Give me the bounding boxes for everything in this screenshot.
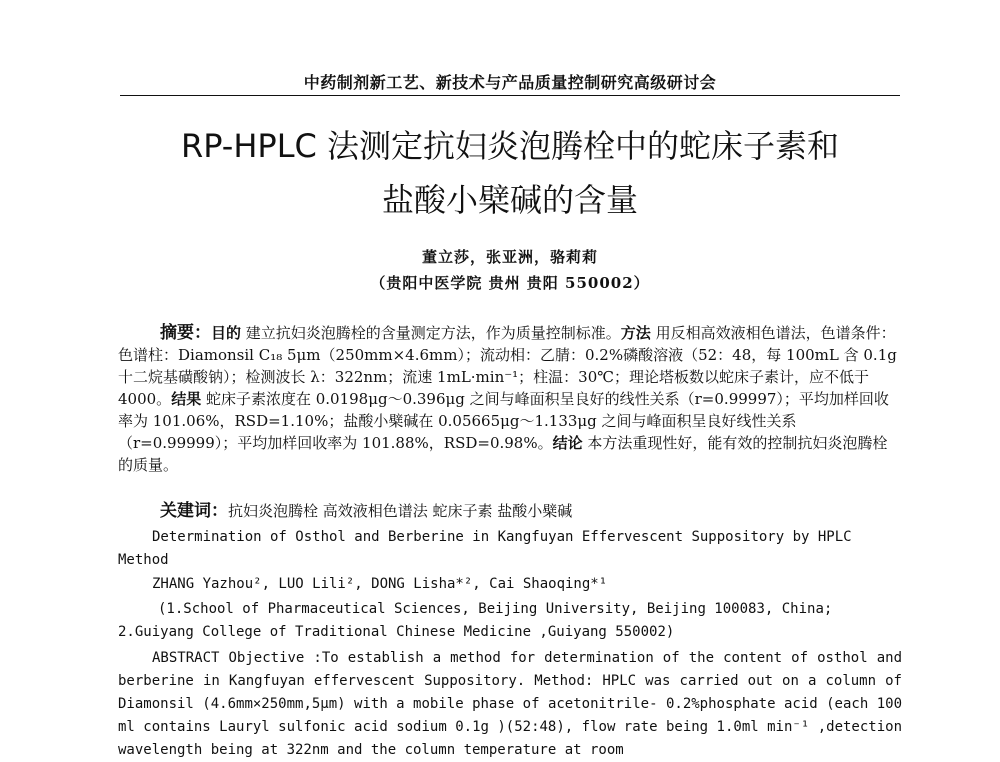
english-title: Determination of Osthol and Berberine in Kangfuyan Effervescent Suppository by HPLC Method	[118, 529, 852, 568]
conclusion-label: 结论	[552, 434, 583, 452]
chinese-keywords	[118, 500, 902, 522]
author-list: 董立莎，张亚洲，骆莉莉	[421, 248, 598, 266]
keywords-text: 抗妇炎泡腾栓 高效液相色谱法 蛇床子素 盐酸小檗碱	[228, 502, 573, 520]
english-affiliation: (1.School of Pharmaceutical Sciences, Beijing University, Beijing 100083, China; 2.Guiyang College of Traditional Chinese Medicine ,Guiyang 550002)	[118, 601, 833, 640]
objective-text: 建立抗妇炎泡腾栓的含量测定方法，作为质量控制标准。	[241, 324, 621, 342]
result-text: 蛇床子素浓度在 0.0198μg～0.396μg 之间与峰面积呈良好的线性关系（r=0.99997）；平均加样回收率为 101.06%，RSD=1.10%；盐酸小檗碱在 0.05665μg～1.133μg 之间与峰面积呈良好线性关系（r=0.99999）；平均加样回收率为 101.88%，RSD=0.98%。	[118, 390, 889, 452]
result-label: 结果	[171, 390, 202, 408]
method-label: 方法	[620, 324, 651, 342]
method-text: 用反相高效液相色谱法，色谱条件：色谱柱：Diamonsil C₁₈ 5μm（250mm×4.6mm）；流动相：乙腈：0.2%磷酸溶液（52：48，每 100mL 含 0.1g 十二烷基磺酸钠）；检测波长 λ：322nm；流速 1mL·min⁻¹；柱温：30℃；理论塔板数以蛇床子素计，应不低于 4000。	[118, 324, 897, 408]
english-authors: ZHANG Yazhou², LUO Lili², DONG Lisha*², Cai Shaoqing*¹	[152, 576, 608, 592]
header-rule	[120, 95, 900, 96]
author-affiliation: （贵阳中医学院 贵州 贵阳 550002）	[370, 274, 650, 292]
running-head: 中药制剂新工艺、新技术与产品质量控制研究高级研讨会	[303, 73, 717, 92]
paper-title-line-1: RP-HPLC 法测定抗妇炎泡腾栓中的蛇床子素和	[180, 127, 840, 165]
objective-label: 目的	[211, 324, 242, 342]
english-abstract: ABSTRACT Objective :To establish a method for determination of the content of osthol and berberine in Kangfuyan effervescent Suppository. Method: HPLC was carried out on a column of Diamonsil (4.6mm×250mm,5μm) with a mobile phase of acetonitrile- 0.2%phosphate acid (each 100 ml contains Lauryl sulfonic acid sodium 0.1g )(52:48), flow rate being 1.0ml min⁻¹ ,detection wavelength being at 322nm and the column temperature at room	[118, 650, 902, 758]
keywords-label: 关建词：	[160, 501, 228, 521]
conclusion-text: 本方法重现性好，能有效的控制抗妇炎泡腾栓的质量。	[118, 434, 888, 474]
chinese-abstract	[118, 322, 902, 476]
paper-title-line-2: 盐酸小檗碱的含量	[381, 181, 638, 219]
abstract-label: 摘要：	[160, 323, 211, 343]
